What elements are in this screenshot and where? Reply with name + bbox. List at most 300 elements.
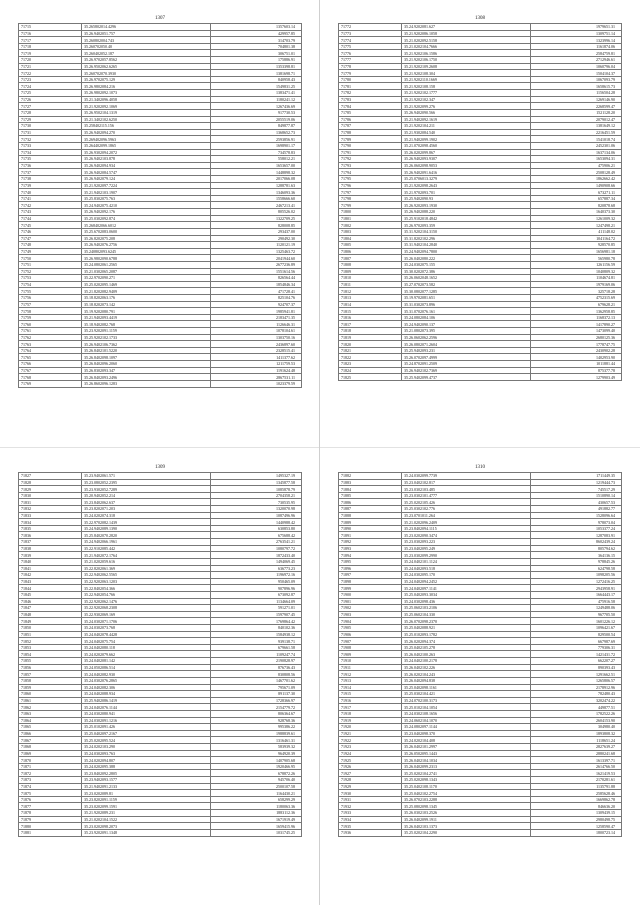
table-row [19, 189, 302, 196]
table-row [19, 737, 302, 744]
code-cell: 35.23.0302101.4777 [402, 492, 531, 499]
amount-cell: 1448898.32 [211, 169, 302, 176]
row-id-cell: 71811 [339, 281, 402, 288]
code-cell: 35.24.0402100.2178 [402, 658, 531, 665]
code-cell: 35.25.0202095.524 [82, 737, 211, 744]
row-id-cell: 71825 [339, 374, 402, 381]
row-id-cell: 71803 [339, 228, 402, 235]
row-id-cell: 71829 [19, 486, 82, 493]
code-cell: 35.25.0602104.330 [402, 611, 531, 618]
row-id-cell: 71840 [19, 558, 82, 565]
row-id-cell: 71722 [19, 70, 82, 77]
code-cell: 35.24.0402081.142 [82, 658, 211, 665]
code-cell: 35.26.0402101.2997 [402, 743, 531, 750]
amount-cell: 2584759.81 [531, 50, 622, 57]
amount-cell: 583939.32 [211, 743, 302, 750]
amount-cell: 1549831.25 [211, 83, 302, 90]
row-id-cell: 71741 [19, 195, 82, 202]
row-id-cell: 71869 [19, 750, 82, 757]
code-cell: 35.23.0202090.3474 [402, 532, 531, 539]
code-cell: 35.26.9502104.1319 [82, 109, 211, 116]
table-row [339, 473, 622, 480]
table-row [339, 598, 622, 605]
amount-cell: 1261156.59 [531, 261, 622, 268]
row-id-cell: 71907 [339, 638, 402, 645]
table-panel-1307 [18, 14, 302, 388]
table-row [339, 37, 622, 44]
code-cell: 35.21.9402072.1764 [82, 552, 211, 559]
table-row [19, 625, 302, 632]
table-row [19, 308, 302, 315]
row-id-cell: 71896 [339, 565, 402, 572]
row-id-cell: 71860 [19, 691, 82, 698]
amount-cell: 820878.68 [531, 202, 622, 209]
row-id-cell: 71746 [19, 228, 82, 235]
row-id-cell: 71732 [19, 136, 82, 143]
table-row [339, 83, 622, 90]
amount-cell: 1521128.20 [531, 109, 622, 116]
amount-cell: 945706.40 [211, 777, 302, 784]
amount-cell: 1528096.64 [531, 512, 622, 519]
code-cell: 35.25.0202104.2741 [402, 770, 531, 777]
code-cell: 35.21.9202098.2643 [402, 182, 531, 189]
panel-title: 1307 [155, 16, 165, 21]
amount-cell: 939138.71 [211, 638, 302, 645]
code-cell: 35.24.0202079.662 [82, 651, 211, 658]
amount-cell: 917730.53 [211, 109, 302, 116]
amount-cell: 1653657.00 [211, 162, 302, 169]
table-row [339, 314, 622, 321]
code-cell: 35.26.9402091.6416 [402, 169, 531, 176]
table-row [19, 539, 302, 546]
table-row [19, 248, 302, 255]
row-id-cell: 71735 [19, 156, 82, 163]
amount-cell: 1621419.53 [531, 770, 622, 777]
row-id-cell: 71816 [339, 314, 402, 321]
row-id-cell: 71870 [19, 757, 82, 764]
code-cell: 35.24.0302071.1706 [82, 618, 211, 625]
row-id-cell: 71756 [19, 294, 82, 301]
amount-cell: 2704358.21 [211, 492, 302, 499]
table-row [339, 328, 622, 335]
amount-cell: 2017066.08 [211, 176, 302, 183]
amount-cell: 1473099.40 [531, 328, 622, 335]
code-cell: 35.24.0502086.514 [82, 664, 211, 671]
code-cell: 35.24.0302108.1656 [402, 710, 531, 717]
amount-cell: 4752315.69 [531, 294, 622, 301]
table-row [339, 658, 622, 665]
row-id-cell: 71874 [19, 783, 82, 790]
amount-cell: 924707.37 [211, 301, 302, 308]
code-cell: 35.26.8402098.1097 [82, 354, 211, 361]
table-row [19, 334, 302, 341]
table-row [339, 525, 622, 532]
row-id-cell: 71866 [19, 730, 82, 737]
code-cell: 35.25.0202105.426 [402, 499, 531, 506]
code-cell: 35.21.9702093.701 [402, 189, 531, 196]
table-row [19, 684, 302, 691]
amount-cell: 1381649.12 [531, 123, 622, 130]
table-row [19, 565, 302, 572]
table-row [19, 57, 302, 64]
code-cell: 35.21.0202092.5158 [402, 37, 531, 44]
code-cell: 35.22.9302069.169 [82, 611, 211, 618]
row-id-cell: 71882 [339, 473, 402, 480]
amount-cell: 1096421.67 [531, 625, 622, 632]
table-row [339, 506, 622, 513]
table-row [339, 664, 622, 671]
row-id-cell: 71729 [19, 116, 82, 123]
amount-cell: 1060796.04 [531, 63, 622, 70]
table-row [19, 380, 302, 387]
amount-cell: 364136.15 [531, 552, 622, 559]
code-cell: 35.24.0202104.408 [402, 737, 531, 744]
table-row [19, 281, 302, 288]
code-cell: 35.24.9402089.1390 [82, 525, 211, 532]
amount-cell: 1118651.24 [531, 737, 622, 744]
code-cell: 35.21.0702098.4560 [402, 142, 531, 149]
code-cell: 35.24.0402076.1144 [82, 704, 211, 711]
table-row [19, 777, 302, 784]
row-id-cell: 71814 [339, 301, 402, 308]
table-row [339, 486, 622, 493]
code-cell: 35.26.9702093.359 [402, 222, 531, 229]
code-cell: 35.24.0402080.118 [82, 644, 211, 651]
code-cell: 35.24.8702091.2509 [402, 361, 531, 368]
amount-cell: 1087496.96 [211, 512, 302, 519]
table-row [19, 486, 302, 493]
table-row [339, 209, 622, 216]
amount-cell: 805794.62 [531, 545, 622, 552]
amount-cell: 1303750.16 [211, 334, 302, 341]
row-id-cell: 71920 [339, 724, 402, 731]
amount-cell: 1269146.90 [531, 96, 622, 103]
amount-cell: 928570.85 [531, 242, 622, 249]
amount-cell: 662207.27 [531, 658, 622, 665]
table-row [339, 136, 622, 143]
code-cell: 35.21.3402096.4058 [82, 96, 211, 103]
row-id-cell: 71902 [339, 605, 402, 612]
row-id-cell: 71830 [19, 492, 82, 499]
row-id-cell: 71891 [339, 532, 402, 539]
table-row [19, 743, 302, 750]
row-id-cell: 71800 [339, 209, 402, 216]
amount-cell: 1180241.12 [211, 96, 302, 103]
code-cell: 35.258402115.156 [82, 123, 211, 130]
table-panel-1310 [338, 463, 622, 837]
amount-cell: 591271.01 [211, 605, 302, 612]
code-cell: 35.25.9402086.1419 [82, 697, 211, 704]
table-row [339, 57, 622, 64]
amount-cell: 2500107.58 [211, 783, 302, 790]
code-cell: 35.26.0402103.1373 [402, 823, 531, 830]
amount-cell: 806364.67 [211, 710, 302, 717]
code-cell: 35.22.9702082.1439 [82, 519, 211, 526]
row-id-cell: 71933 [339, 810, 402, 817]
table-row [339, 717, 622, 724]
amount-cell: 1421431.72 [531, 651, 622, 658]
code-cell: 35.21.9202102.347 [402, 96, 531, 103]
amount-cell: 1417890.27 [531, 321, 622, 328]
amount-cell: 1219444.73 [531, 479, 622, 486]
row-id-cell: 71823 [339, 361, 402, 368]
amount-cell: 475916.58 [531, 598, 622, 605]
amount-cell: 1782522.26 [531, 710, 622, 717]
table-row [339, 70, 622, 77]
amount-cell: 678872.26 [211, 770, 302, 777]
amount-cell: 1126646.31 [211, 321, 302, 328]
amount-cell: 2712946.61 [531, 57, 622, 64]
table-row [339, 43, 622, 50]
table-row [339, 242, 622, 249]
table-row [339, 261, 622, 268]
amount-cell: 1490908.66 [531, 182, 622, 189]
table-row [19, 341, 302, 348]
code-cell: 35.26.9402090.566 [402, 109, 531, 116]
amount-cell: 411148.02 [531, 228, 622, 235]
table-row [19, 301, 302, 308]
amount-cell: 828008.85 [211, 222, 302, 229]
code-cell: 35.26.0702103.2288 [402, 796, 531, 803]
amount-cell: 2508128.49 [531, 169, 622, 176]
table-row [339, 228, 622, 235]
row-id-cell: 71804 [339, 235, 402, 242]
row-id-cell: 71901 [339, 598, 402, 605]
code-cell: 35.22.9202063.1203 [82, 578, 211, 585]
row-id-cell: 71758 [19, 308, 82, 315]
code-cell: 35.25.9402099.4737 [402, 374, 531, 381]
table-row [339, 763, 622, 770]
row-id-cell: 71847 [19, 605, 82, 612]
table-row [19, 43, 302, 50]
amount-cell: 429957.85 [211, 30, 302, 37]
code-cell: 35.26.9402076.2756 [82, 242, 211, 249]
table-row [339, 585, 622, 592]
amount-cell: 2880241.68 [531, 750, 622, 757]
amount-cell: 1011881.44 [531, 361, 622, 368]
amount-cell: 1041164.72 [531, 235, 622, 242]
code-cell: 35.25.0402088.921 [402, 625, 531, 632]
table-row [339, 803, 622, 810]
row-id-cell: 71916 [339, 697, 402, 704]
amount-cell: 1862662.42 [531, 176, 622, 183]
table-row [339, 790, 622, 797]
amount-cell: 1407905.68 [211, 757, 302, 764]
code-cell: 35.24.0302080.941 [82, 710, 211, 717]
code-cell: 35.26.0402099.1911 [402, 816, 531, 823]
row-id-cell: 71742 [19, 202, 82, 209]
row-id-cell: 71813 [339, 294, 402, 301]
code-cell: 35.26.8202075.208 [82, 235, 211, 242]
code-cell: 35.19.9202080.791 [82, 308, 211, 315]
code-cell: 35.21.9202104.211 [402, 123, 531, 130]
code-cell: 35.21.9402099.1902 [402, 136, 531, 143]
code-cell: 35.21.9202089.231 [82, 810, 211, 817]
code-cell: 35.24.0302073.768 [82, 625, 211, 632]
row-id-cell: 71744 [19, 215, 82, 222]
amount-cell: 1287083.91 [531, 532, 622, 539]
code-cell: 35.18.8202073.142 [82, 301, 211, 308]
amount-cell: 1893808.32 [531, 730, 622, 737]
table-row [19, 123, 302, 130]
data-table [18, 472, 302, 837]
table-row [19, 823, 302, 830]
table-row [339, 743, 622, 750]
panel-title: 1310 [475, 465, 485, 470]
amount-cell: 1601226.12 [531, 618, 622, 625]
amount-cell: 1510890.14 [531, 492, 622, 499]
amount-cell: 1345877.58 [211, 479, 302, 486]
table-row [339, 189, 622, 196]
table-row [339, 288, 622, 295]
row-id-cell: 71846 [19, 598, 82, 605]
table-row [339, 341, 622, 348]
row-id-cell: 71888 [339, 512, 402, 519]
table-row [19, 30, 302, 37]
row-id-cell: 71856 [19, 664, 82, 671]
code-cell: 35.260702050.40 [82, 43, 211, 50]
row-id-cell: 71842 [19, 572, 82, 579]
table-row [339, 308, 622, 315]
code-cell: 35.22.8402054.366 [82, 585, 211, 592]
row-id-cell: 71763 [19, 341, 82, 348]
amount-cell: 1291662.51 [531, 671, 622, 678]
code-cell: 35.26.0702098.2370 [402, 618, 531, 625]
code-cell: 35.27.0702073.582 [402, 281, 531, 288]
table-row [19, 37, 302, 44]
table-row [19, 558, 302, 565]
row-id-cell: 71728 [19, 109, 82, 116]
code-cell: 35.26.9202093.1930 [402, 202, 531, 209]
row-id-cell: 71838 [19, 545, 82, 552]
table-row [19, 783, 302, 790]
amount-cell: 2268599.47 [531, 103, 622, 110]
row-id-cell: 71734 [19, 149, 82, 156]
row-id-cell: 71921 [339, 730, 402, 737]
code-cell: 35.26.0402104.1034 [402, 757, 531, 764]
amount-cell: 1979169.06 [531, 281, 622, 288]
code-cell: 35.24.0302091.1216 [82, 717, 211, 724]
code-cell: 35.24.0402101.1124 [402, 558, 531, 565]
code-cell: 35.26.9802090.6788 [82, 255, 211, 262]
code-cell: 35.25.0402108.1170 [402, 783, 531, 790]
amount-cell: 1440988.42 [211, 519, 302, 526]
code-cell: 35.26.9402094.270 [82, 129, 211, 136]
amount-cell: 1920466.95 [211, 763, 302, 770]
table-row [339, 539, 622, 546]
table-row [339, 796, 622, 803]
table-row [339, 63, 622, 70]
table-row [19, 790, 302, 797]
row-id-cell: 71797 [339, 189, 402, 196]
amount-cell: 1325463.72 [211, 248, 302, 255]
row-id-cell: 71861 [19, 697, 82, 704]
row-id-cell: 71812 [339, 288, 402, 295]
row-id-cell: 71745 [19, 222, 82, 229]
code-cell: 35.24.9402090.137 [402, 321, 531, 328]
table-row [339, 499, 622, 506]
code-cell: 35.25.0302092.874 [82, 215, 211, 222]
table-row [19, 664, 302, 671]
table-row [19, 611, 302, 618]
amount-cell: 1698901.17 [211, 142, 302, 149]
table-row [19, 103, 302, 110]
row-id-cell: 71723 [19, 76, 82, 83]
amount-cell: 325718.28 [531, 288, 622, 295]
data-table [18, 23, 302, 388]
table-row [339, 777, 622, 784]
amount-cell: 1080797.72 [211, 545, 302, 552]
code-cell: 35.30.0202072.386 [402, 268, 531, 275]
code-cell: 35.26.0202099.867 [402, 149, 531, 156]
code-cell: 35.24.9402075.4210 [82, 202, 211, 209]
amount-cell: 1053377.24 [531, 525, 622, 532]
amount-cell: 2170281.61 [531, 777, 622, 784]
code-cell: 35.23.8402092.2805 [82, 770, 211, 777]
table-row [339, 354, 622, 361]
table-row [19, 182, 302, 189]
table-row [339, 684, 622, 691]
code-cell: 35.26.9402103.878 [82, 156, 211, 163]
row-id-cell: 71828 [19, 479, 82, 486]
table-row [19, 96, 302, 103]
table-row [339, 142, 622, 149]
code-cell: 35.25.0202098.1343 [402, 777, 531, 784]
row-id-cell: 71879 [19, 816, 82, 823]
row-id-cell: 71822 [339, 354, 402, 361]
row-id-cell: 71880 [19, 823, 82, 830]
row-id-cell: 71766 [19, 361, 82, 368]
amount-cell: 673271.11 [531, 189, 622, 196]
table-row [339, 255, 622, 262]
code-cell: 35.24.0202103.290 [82, 743, 211, 750]
row-id-cell: 71928 [339, 777, 402, 784]
amount-cell: 1261009.32 [531, 215, 622, 222]
table-row [19, 691, 302, 698]
row-id-cell: 71905 [339, 625, 402, 632]
amount-cell: 1288781.63 [211, 182, 302, 189]
amount-cell: 1249488.06 [531, 605, 622, 612]
code-cell: 35.26.0202094.374 [402, 638, 531, 645]
code-cell: 35.25.0402098.1161 [402, 684, 531, 691]
amount-cell: 1669862.78 [531, 796, 622, 803]
amount-cell: 1309751.14 [531, 30, 622, 37]
amount-cell: 430657.53 [531, 499, 622, 506]
code-cell: 35.20.9402052.214 [82, 492, 211, 499]
amount-cell: 1161874.06 [531, 43, 622, 50]
row-id-cell: 71807 [339, 255, 402, 262]
row-id-cell: 71923 [339, 743, 402, 750]
row-id-cell: 71868 [19, 743, 82, 750]
amount-cell: 2055519.06 [211, 116, 302, 123]
code-cell: 35.24.0602104.1070 [402, 717, 531, 724]
table-row [19, 512, 302, 519]
row-id-cell: 71892 [339, 539, 402, 546]
row-id-cell: 71764 [19, 347, 82, 354]
code-cell: 35.24.0402078.4428 [82, 631, 211, 638]
code-cell: 35.25.0402105.278 [402, 644, 531, 651]
table-row [19, 710, 302, 717]
amount-cell: 2079012.47 [531, 116, 622, 123]
table-row [339, 810, 622, 817]
row-id-cell: 71859 [19, 684, 82, 691]
code-cell: 35.25.0202104.2290 [402, 829, 531, 836]
code-cell: 35.26.0802071.2604 [402, 341, 531, 348]
amount-cell: 795671.09 [211, 684, 302, 691]
amount-cell: 1658615.73 [531, 83, 622, 90]
amount-cell: 1381698.71 [211, 70, 302, 77]
row-id-cell: 71903 [339, 611, 402, 618]
